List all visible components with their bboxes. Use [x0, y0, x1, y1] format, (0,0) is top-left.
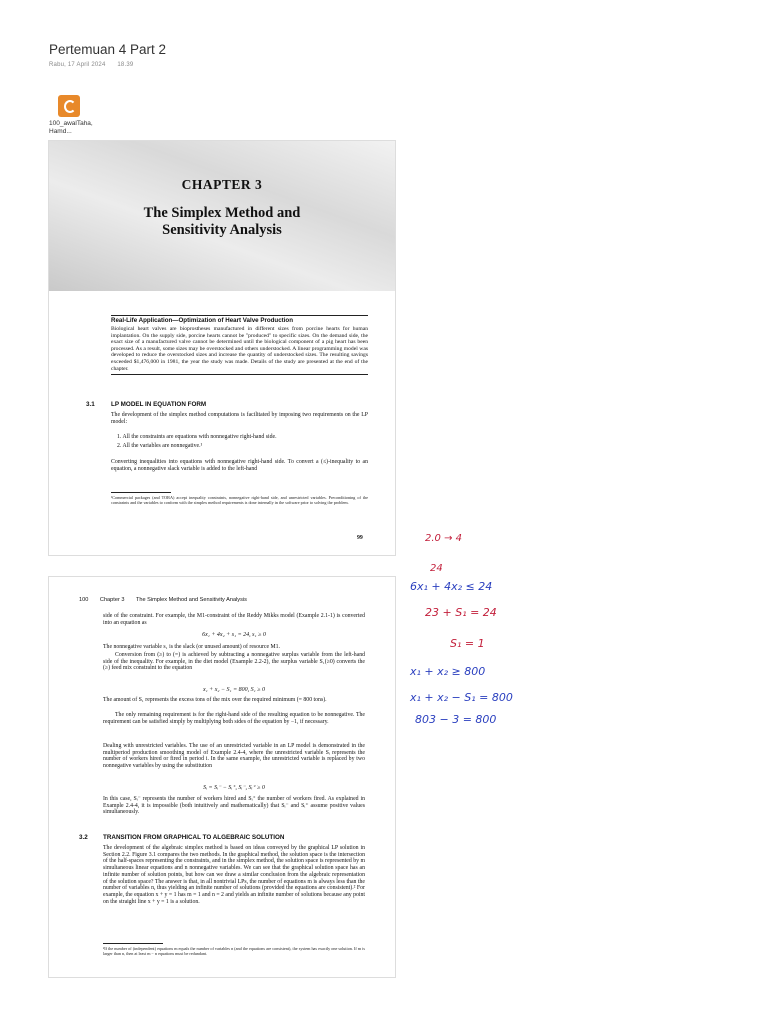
handwriting-note-4: 23 + S₁ = 24: [425, 606, 497, 619]
paragraph-1: side of the constraint. For example, the M1-constraint of the Reddy Mikks model (Example 2.1-1) is converted into an equation as: [103, 613, 365, 626]
running-head: [79, 597, 257, 603]
running-head-page: 100: [79, 597, 89, 603]
note-date: Rabu, 17 April 2024: [49, 62, 106, 68]
handwriting-note-8: 803 − 3 = 800: [415, 713, 497, 726]
chapter-title: [49, 205, 395, 239]
handwriting-note-7: x₁ + x₂ − S₁ = 800: [410, 691, 513, 704]
pdf-page-2: [49, 577, 395, 977]
paragraph-3: Conversion from (≥) to (=) is achieved by subtracting a nonnegative surplus variable from the left-hand side of the inequality. For example, in the diet model (Example 2.2-2), the surplus variable S₁(≥0) converts the (≥) feed mix constraint to the equation: [103, 652, 365, 672]
page-number: 99: [357, 535, 363, 541]
footnote-rule: [111, 492, 171, 493]
running-head-chapter: Chapter 3: [99, 597, 125, 603]
paragraph-5: The only remaining requirement is for the right-hand side of the resulting equation to be nonnegative. The requirement can be satisfied simply by multiplying both sides of the equation by −1, if necessary.: [103, 712, 365, 725]
paragraph-7: In this case, Sᵢ⁻ represents the number of workers hired and Sᵢ⁺ the number of workers fired. As explained in Example 2.4-4, it is impossible (both intuitively and mathematically) that Sᵢ⁻ and Sᵢ⁺ assume positive values simultaneously.: [103, 796, 365, 816]
equation-slack: 6x₁ + 4x₂ + s₁ = 24, s₁ ≥ 0: [202, 632, 266, 638]
application-title: Real-Life Application—Optimization of Heart Valve Production: [111, 317, 293, 324]
chapter-title-line-1: The Simplex Method and: [143, 205, 301, 221]
converting-paragraph: Converting inequalities into equations with nonnegative right-hand side. To convert a (≤)-inequality to an equation, a nonnegative slack variable is added to the left-hand: [111, 459, 368, 472]
attachment-name: 100_awalTaha, Hamd...: [49, 120, 93, 135]
paragraph-8: The development of the algebraic simplex method is based on ideas conveyed by the graphical LP solution in Section 2.2. Figure 3.1 compares the two methods. In the graphical method, the solution space is the intersection of the half-spaces representing the constraints, and in the simplex method, the solution space is represented by m simultaneous linear equations and n nonnegative variables. We can see that the graphical solution space has an infinite number of solution points, but how can we draw a similar conclusion from the algebraic representation of the solution space? The answer is that, in all nontrivial LPs, the number of equations m is always less than the number of variables n, thus yielding an infinite number of solutions (provided the equations are consistent).² For example, the equation x + y = 1 has m = 1 and n = 2 and yields an infinite number of solutions because any point on the straight line x + y = 1 is a solution.: [103, 845, 365, 905]
section-title: LP MODEL IN EQUATION FORM: [111, 401, 207, 408]
handwriting-note-5: S₁ = 1: [450, 637, 485, 650]
section-number: 3.1: [86, 401, 95, 408]
chapter-label: CHAPTER 3: [181, 177, 263, 192]
handwriting-note-6: x₁ + x₂ ≥ 800: [410, 665, 486, 678]
attachment[interactable]: [49, 95, 109, 136]
footnote-2: ²If the number of (independent) equations m equals the number of variables n (and the equations are consistent), the system has exactly one solution. If m is larger than n, then at least m − n equations must be redundant.: [103, 946, 365, 956]
section-title-2: TRANSITION FROM GRAPHICAL TO ALGEBRAIC SOLUTION: [103, 834, 285, 841]
application-text: Biological heart valves are bioprostheses manufactured in different sizes from porcine hearts for human implantation. On the supply side, porcine hearts cannot be "produced" to specific sizes. On the demand side, the exact size of a manufactured valve cannot be determined until the biological component of a pig heart has been processed. As a result, some sizes may be overstocked and others understocked. A linear programming model was developed to reduce the overstocked sizes and increase the quantity of understocked sizes. The resulting savings exceeded $1,476,000 in 1981, the year the study was made. Details of the study are presented at the end of the chapter.: [111, 326, 368, 372]
section-intro: The development of the simplex method computations is facilitated by imposing two requirements on the LP model:: [111, 412, 368, 425]
equation-surplus: x₁ + x₂ − S₁ = 800, S₁ ≥ 0: [202, 687, 266, 693]
equation-substitution: Sᵢ = Sᵢ⁻ − Sᵢ⁺, Sᵢ⁻, Sᵢ⁺ ≥ 0: [203, 785, 265, 791]
running-head-title: The Simplex Method and Sensitivity Analysis: [135, 597, 247, 603]
requirement-1: 1. All the constraints are equations with nonnegative right-hand side.: [117, 434, 277, 440]
note-meta: [49, 62, 143, 68]
real-life-application-box: [111, 315, 368, 375]
paragraph-2: The nonnegative variable s₁ is the slack (or unused amount) of resource M1.: [103, 644, 281, 650]
attachment-file-icon: [58, 95, 80, 117]
paragraph-4: The amount of S₁ represents the excess tons of the mix over the required minimum (= 800 tons).: [103, 697, 327, 703]
paragraph-6: Dealing with unrestricted variables. The use of an unrestricted variable in an LP model is demonstrated in the multiperiod production smoothing model of Example 2.4-4, where the unrestricted variable Sᵢ represents the number of workers hired or fired in period i. In the same example, the unrestricted variable is replaced by two nonnegative variables by using the substitution: [103, 743, 365, 770]
handwriting-note-3: 6x₁ + 4x₂ ≤ 24: [410, 580, 493, 593]
section-number-2: 3.2: [79, 834, 88, 841]
note-time: 18.39: [117, 62, 134, 68]
footnote-rule-2: [103, 943, 163, 944]
handwriting-note-1: 2.0 → 4: [425, 533, 463, 544]
footnote-1: ¹Commercial packages (and TORA) accept inequality constraints, nonnegative right-hand side, and unrestricted variables. Preconditioning of the constraints and the variables to conform with the simplex method requirements is done internally in the software prior to solving the problem.: [111, 495, 368, 505]
handwriting-note-2: 24: [430, 563, 443, 574]
note-title[interactable]: Pertemuan 4 Part 2: [49, 42, 167, 57]
requirement-2: 2. All the variables are nonnegative.¹: [117, 443, 203, 449]
chapter-title-line-2: Sensitivity Analysis: [162, 222, 282, 238]
pdf-page-1: [49, 141, 395, 555]
